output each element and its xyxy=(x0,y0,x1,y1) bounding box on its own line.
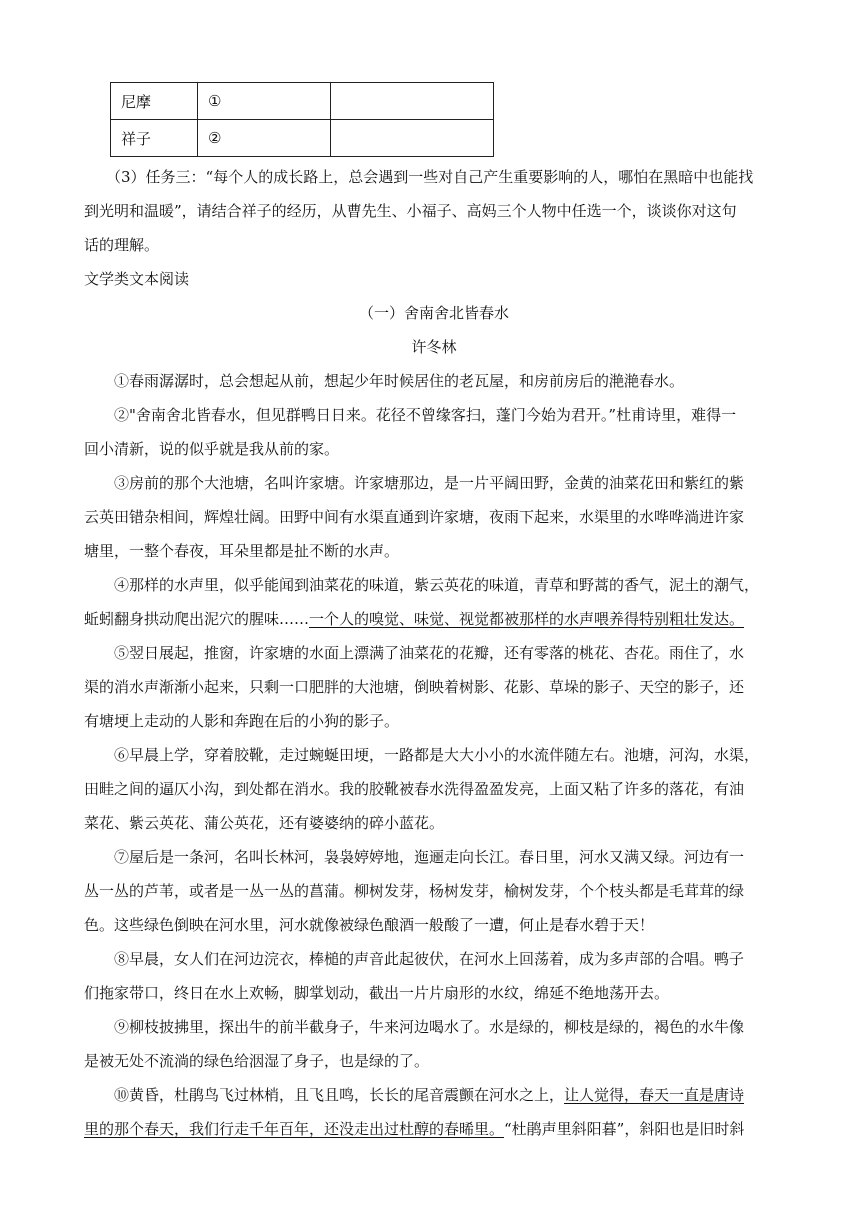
paragraph-2-line-1: ②"舍南舍北皆春水，但见群鸭日日来。花径不曾缘客扫，蓬门今始为君开。”杜甫诗里，难得一 xyxy=(114,406,737,424)
paragraph-7-line-3: 色。这些绿色倒映在河水里，河水就像被绿色酿酒一般酸了一遭，何止是春水碧于天！ xyxy=(84,916,655,934)
table-row xyxy=(111,83,494,120)
table-cell-marker: ① xyxy=(198,83,331,120)
paragraph-5-line-1: ⑤翌日展起，推窗，许家塘的水面上漂满了油菜花的花瓣，还有零落的桃花、杏花。雨住了，水 xyxy=(114,644,745,662)
article-author: 许冬林 xyxy=(411,338,457,356)
paragraph-2-line-2: 回小清新，说的似乎就是我从前的家。 xyxy=(84,440,340,458)
paragraph-10-text: “杜鹃声里斜阳暮”，斜阳也是旧时斜 xyxy=(504,1120,745,1138)
paragraph-4-line-2 xyxy=(84,602,784,636)
task3-line-3: 话的理解。 xyxy=(84,236,160,254)
paragraph-9-line-2: 是被无处不流淌的绿色给洇湿了身子，也是绿的了。 xyxy=(84,1052,430,1070)
paragraph-4-line-1: ④那样的水声里，似乎能闻到油菜花的味道，紫云英花的味道，青草和野蒿的香气，泥土的潮气， xyxy=(114,576,760,594)
task3-question xyxy=(84,160,784,262)
paragraph-10-line-1 xyxy=(84,1078,784,1112)
paragraph-3-line-2: 云英田错杂相间，辉煌壮阔。田野中间有水渠直通到许家塘，夜雨下起来，水渠里的水哗哗淌进许家 xyxy=(84,508,745,526)
paragraph-1: ①春雨潺潺时，总会想起从前，想起少年时候居住的老瓦屋，和房前房后的滟滟春水。 xyxy=(114,372,685,390)
paragraph-3-line-1: ③房前的那个大池塘，名叫许家塘。许家塘那边，是一片平阔田野，金黄的油菜花田和紫红的紫 xyxy=(114,474,745,492)
table-cell-name: 祥子 xyxy=(111,120,198,157)
paragraph-3-line-3: 塘里，一整个春夜，耳朵里都是扯不断的水声。 xyxy=(84,542,400,560)
paragraph-10-text: ⑩黄昏，杜鹃鸟飞过林梢，且飞且鸣，长长的尾音震颤在河水之上， xyxy=(114,1086,565,1104)
underlined-sentence: 里的那个春天，我们行走千年百年，还没走出过杜醇的春晞里。 xyxy=(84,1120,505,1138)
paragraph-5-line-2: 渠的消水声渐渐小起来，只剩一口肥胖的大池塘，倒映着树影、花影、草垛的影子、天空的影子，还 xyxy=(84,678,745,696)
paragraph-4-text: 蚯蚓翻身拱动爬出泥穴的腥味…… xyxy=(84,610,310,628)
article-title: （一）舍南舍北皆春水 xyxy=(358,304,509,322)
underlined-sentence: 一个人的嗅觉、味觉、视觉都被那样的水声喂养得特别粗壮发达。 xyxy=(309,610,745,628)
task3-line-1: （3）任务三：“每个人的成长路上，总会遇到一些对自己产生重要影响的人，哪怕在黑暗中也能找 xyxy=(106,168,754,186)
section-title: 文学类文本阅读 xyxy=(84,270,190,288)
paragraph-6-line-3: 菜花、紫云英花、蒲公英花，还有婆婆纳的碎小蓝花。 xyxy=(84,814,445,832)
paragraph-6-line-1: ⑥早晨上学，穿着胶靴，走过蜿蜒田埂，一路都是大大小小的水流伴随左右。池塘，河沟，水渠， xyxy=(114,746,760,764)
table-cell-marker: ② xyxy=(198,120,331,157)
task3-line-2: 到光明和温暖”，请结合祥子的经历，从曹先生、小福子、高妈三个人物中任选一个，谈谈你对这句 xyxy=(84,202,737,220)
paragraph-6-line-2: 田畦之间的逼仄小沟，到处都在消水。我的胶靴被春水洗得盈盈发亮，上面又粘了许多的落花，有油 xyxy=(84,780,745,798)
paragraph-9-line-1: ⑨柳枝披拂里，探出牛的前半截身子，牛来河边喝水了。水是绿的，柳枝是绿的，褐色的水牛像 xyxy=(114,1018,745,1036)
table-cell-answer xyxy=(331,83,494,120)
table-cell-answer xyxy=(331,120,494,157)
paragraph-10-line-2 xyxy=(84,1112,784,1146)
table-cell-name: 尼摩 xyxy=(111,83,198,120)
paragraph-7-line-2: 丛一丛的芦苇，或者是一丛一丛的菖蒲。柳树发芽，杨树发芽，榆树发芽，个个枝头都是毛茸茸的绿 xyxy=(84,882,745,900)
table-row xyxy=(111,120,494,157)
paragraph-5-line-3: 有塘埂上走动的人影和奔跑在后的小狗的影子。 xyxy=(84,712,400,730)
underlined-sentence: 让人觉得，春天一直是唐诗 xyxy=(564,1086,745,1104)
paragraph-7-line-1: ⑦屋后是一条河，名叫长林河，袅袅婷婷地，迤逦走向长江。春日里，河水又满又绿。河边有一 xyxy=(114,848,745,866)
article-body xyxy=(84,364,784,1146)
paragraph-8-line-1: ⑧早晨，女人们在河边浣衣，棒槌的声音此起彼伏，在河水上回荡着，成为多声部的合唱。鸭子 xyxy=(114,950,745,968)
paragraph-8-line-2: 们拖家带口，终日在水上欢畅，脚掌划动，截出一片片扇形的水纹，绵延不绝地荡开去。 xyxy=(84,984,670,1002)
character-table xyxy=(110,82,494,157)
